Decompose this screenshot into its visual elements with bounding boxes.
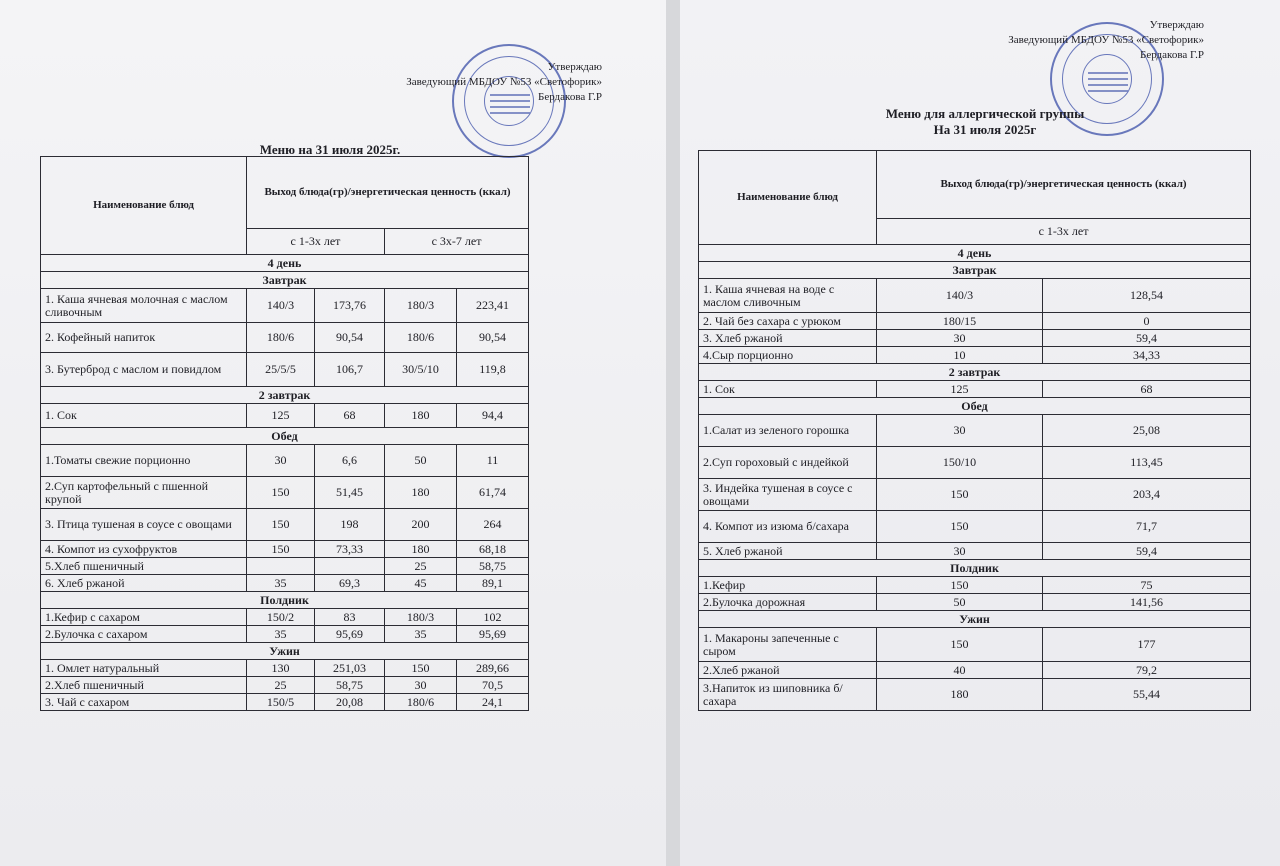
portion-1-3: 150	[877, 628, 1043, 662]
section-row	[41, 428, 529, 445]
table-row	[41, 677, 529, 694]
kcal-3-7: 70,5	[457, 677, 529, 694]
portion-1-3: 150/5	[247, 694, 315, 711]
portion-1-3: 150	[247, 509, 315, 541]
dish-name: 2.Суп картофельный с пшенной крупой	[41, 477, 247, 509]
kcal-1-3: 68	[315, 404, 385, 428]
dish-name: 4.Сыр порционно	[699, 347, 877, 364]
dish-name: 1.Кефир	[699, 577, 877, 594]
column-header-age-1-3: с 1-3х лет	[877, 219, 1251, 245]
kcal-1-3: 55,44	[1043, 679, 1251, 711]
portion-1-3: 150	[247, 477, 315, 509]
kcal-1-3: 177	[1043, 628, 1251, 662]
kcal-1-3: 251,03	[315, 660, 385, 677]
table-row	[699, 313, 1251, 330]
day-label: 4 день	[699, 245, 1251, 262]
section-title: Ужин	[41, 643, 529, 660]
kcal-1-3: 83	[315, 609, 385, 626]
kcal-3-7: 90,54	[457, 323, 529, 353]
section-title: Обед	[41, 428, 529, 445]
page-title: Меню на 31 июля 2025г.	[259, 142, 401, 157]
table-row	[699, 447, 1251, 479]
kcal-3-7: 289,66	[457, 660, 529, 677]
kcal-1-3: 68	[1043, 381, 1251, 398]
table-row	[699, 511, 1251, 543]
table-row	[699, 479, 1251, 511]
kcal-3-7: 102	[457, 609, 529, 626]
kcal-1-3: 113,45	[1043, 447, 1251, 479]
kcal-1-3: 128,54	[1043, 279, 1251, 313]
kcal-1-3: 51,45	[315, 477, 385, 509]
section-row	[699, 560, 1251, 577]
portion-1-3: 140/3	[877, 279, 1043, 313]
dish-name: 4. Компот из изюма б/сахара	[699, 511, 877, 543]
table-row	[41, 289, 529, 323]
kcal-3-7: 223,41	[457, 289, 529, 323]
section-title: Завтрак	[699, 262, 1251, 279]
portion-1-3: 30	[877, 543, 1043, 560]
table-row	[699, 347, 1251, 364]
approval-line-1: Утверждаю	[1149, 19, 1204, 31]
portion-3-7: 200	[385, 509, 457, 541]
kcal-3-7: 61,74	[457, 477, 529, 509]
dish-name: 2.Булочка с сахаром	[41, 626, 247, 643]
portion-1-3: 180/15	[877, 313, 1043, 330]
kcal-1-3: 20,08	[315, 694, 385, 711]
kcal-1-3: 203,4	[1043, 479, 1251, 511]
kcal-3-7: 264	[457, 509, 529, 541]
column-header-output: Выход блюда(гр)/энергетическая ценность (ккал)	[877, 151, 1251, 219]
dish-name: 3. Хлеб ржаной	[699, 330, 877, 347]
portion-3-7: 45	[385, 575, 457, 592]
section-title: 2 завтрак	[41, 387, 529, 404]
table-row	[699, 415, 1251, 447]
dish-name: 1. Макароны запеченные с сыром	[699, 628, 877, 662]
section-title: Полдник	[41, 592, 529, 609]
portion-1-3: 130	[247, 660, 315, 677]
kcal-3-7: 95,69	[457, 626, 529, 643]
table-row	[41, 575, 529, 592]
menu-table-allergy	[698, 150, 1251, 711]
portion-3-7: 35	[385, 626, 457, 643]
section-title: Ужин	[699, 611, 1251, 628]
table-header-row	[41, 157, 529, 229]
kcal-3-7: 94,4	[457, 404, 529, 428]
portion-1-3	[247, 558, 315, 575]
page-title-line-1: Меню для аллергической группы	[885, 106, 1085, 121]
dish-name: 1. Сок	[699, 381, 877, 398]
section-title: Обед	[699, 398, 1251, 415]
portion-1-3: 150	[247, 541, 315, 558]
portion-1-3: 150/2	[247, 609, 315, 626]
dish-name: 5. Хлеб ржаной	[699, 543, 877, 560]
portion-1-3: 10	[877, 347, 1043, 364]
table-row	[699, 662, 1251, 679]
table-row	[41, 323, 529, 353]
table-row	[41, 694, 529, 711]
table-header-row	[699, 151, 1251, 219]
section-title: Завтрак	[41, 272, 529, 289]
kcal-3-7: 89,1	[457, 575, 529, 592]
dish-name: 3. Бутерброд с маслом и повидлом	[41, 353, 247, 387]
dish-name: 2.Хлеб пшеничный	[41, 677, 247, 694]
portion-3-7: 180	[385, 404, 457, 428]
section-row	[41, 387, 529, 404]
portion-1-3: 30	[877, 330, 1043, 347]
section-title: Полдник	[699, 560, 1251, 577]
table-row	[699, 679, 1251, 711]
dish-name: 6. Хлеб ржаной	[41, 575, 247, 592]
dish-name: 5.Хлеб пшеничный	[41, 558, 247, 575]
kcal-1-3: 141,56	[1043, 594, 1251, 611]
portion-1-3: 40	[877, 662, 1043, 679]
kcal-1-3: 34,33	[1043, 347, 1251, 364]
dish-name: 1. Каша ячневая на воде с маслом сливочным	[699, 279, 877, 313]
dish-name: 1.Салат из зеленого горошка	[699, 415, 877, 447]
portion-1-3: 125	[877, 381, 1043, 398]
portion-3-7: 150	[385, 660, 457, 677]
approval-line-3: Бердакова Г.Р	[1140, 49, 1204, 61]
table-row	[41, 558, 529, 575]
dish-name: 2. Чай без сахара с урюком	[699, 313, 877, 330]
kcal-1-3: 71,7	[1043, 511, 1251, 543]
portion-3-7: 180	[385, 541, 457, 558]
portion-1-3: 30	[877, 415, 1043, 447]
kcal-1-3: 90,54	[315, 323, 385, 353]
table-row	[699, 330, 1251, 347]
kcal-1-3: 95,69	[315, 626, 385, 643]
portion-1-3: 180	[877, 679, 1043, 711]
kcal-1-3: 106,7	[315, 353, 385, 387]
portion-1-3: 25	[247, 677, 315, 694]
dish-name: 4. Компот из сухофруктов	[41, 541, 247, 558]
dish-name: 2.Булочка дорожная	[699, 594, 877, 611]
dish-name: 2.Хлеб ржаной	[699, 662, 877, 679]
kcal-3-7: 119,8	[457, 353, 529, 387]
table-row	[41, 404, 529, 428]
table-row	[41, 509, 529, 541]
column-header-dish: Наименование блюд	[41, 157, 247, 255]
portion-3-7: 180/6	[385, 323, 457, 353]
portion-3-7: 50	[385, 445, 457, 477]
kcal-1-3: 79,2	[1043, 662, 1251, 679]
kcal-3-7: 58,75	[457, 558, 529, 575]
section-row	[699, 364, 1251, 381]
column-header-dish: Наименование блюд	[699, 151, 877, 245]
section-row	[699, 611, 1251, 628]
approval-line-2: Заведующий МБДОУ №53 «Светофорик»	[406, 76, 602, 88]
table-row	[699, 577, 1251, 594]
table-row	[699, 543, 1251, 560]
kcal-3-7: 24,1	[457, 694, 529, 711]
portion-1-3: 150/10	[877, 447, 1043, 479]
portion-3-7: 30/5/10	[385, 353, 457, 387]
table-row	[41, 445, 529, 477]
kcal-1-3: 59,4	[1043, 543, 1251, 560]
table-row	[41, 353, 529, 387]
dish-name: 2.Суп гороховый с индейкой	[699, 447, 877, 479]
approval-block	[1008, 18, 1204, 63]
table-row	[41, 626, 529, 643]
menu-table	[40, 156, 529, 711]
dish-name: 3. Индейка тушеная в соусе с овощами	[699, 479, 877, 511]
section-row	[41, 643, 529, 660]
dish-name: 1. Омлет натуральный	[41, 660, 247, 677]
dish-name: 2. Кофейный напиток	[41, 323, 247, 353]
column-header-output: Выход блюда(гр)/энергетическая ценность (ккал)	[247, 157, 529, 229]
kcal-1-3: 6,6	[315, 445, 385, 477]
section-row	[41, 592, 529, 609]
portion-1-3: 180/6	[247, 323, 315, 353]
day-label: 4 день	[41, 255, 529, 272]
table-row	[699, 381, 1251, 398]
portion-3-7: 180/6	[385, 694, 457, 711]
section-row	[41, 272, 529, 289]
approval-line-2: Заведующий МБДОУ №53 «Светофорик»	[1008, 34, 1204, 46]
portion-3-7: 180/3	[385, 609, 457, 626]
kcal-1-3: 25,08	[1043, 415, 1251, 447]
dish-name: 3. Птица тушеная в соусе с овощами	[41, 509, 247, 541]
section-title: 2 завтрак	[699, 364, 1251, 381]
kcal-1-3: 198	[315, 509, 385, 541]
portion-1-3: 125	[247, 404, 315, 428]
portion-1-3: 25/5/5	[247, 353, 315, 387]
day-row	[41, 255, 529, 272]
kcal-1-3: 173,76	[315, 289, 385, 323]
dish-name: 3.Напиток из шиповника б/сахара	[699, 679, 877, 711]
right-document-page	[680, 0, 1280, 866]
approval-line-1: Утверждаю	[547, 61, 602, 73]
approval-block	[406, 60, 602, 105]
kcal-1-3: 69,3	[315, 575, 385, 592]
page-title-line-2: На 31 июля 2025г	[933, 122, 1037, 137]
kcal-1-3: 0	[1043, 313, 1251, 330]
dish-name: 1. Каша ячневая молочная с маслом сливочным	[41, 289, 247, 323]
column-header-age-1-3: с 1-3х лет	[247, 229, 385, 255]
table-row	[41, 660, 529, 677]
kcal-1-3: 73,33	[315, 541, 385, 558]
section-row	[699, 262, 1251, 279]
portion-3-7: 180	[385, 477, 457, 509]
kcal-1-3: 75	[1043, 577, 1251, 594]
portion-1-3: 150	[877, 479, 1043, 511]
portion-3-7: 25	[385, 558, 457, 575]
dish-name: 1.Томаты свежие порционно	[41, 445, 247, 477]
portion-3-7: 30	[385, 677, 457, 694]
portion-1-3: 150	[877, 577, 1043, 594]
kcal-3-7: 11	[457, 445, 529, 477]
section-row	[699, 398, 1251, 415]
portion-1-3: 30	[247, 445, 315, 477]
portion-1-3: 35	[247, 575, 315, 592]
table-row	[699, 594, 1251, 611]
kcal-1-3: 58,75	[315, 677, 385, 694]
portion-1-3: 150	[877, 511, 1043, 543]
table-row	[41, 477, 529, 509]
day-row	[699, 245, 1251, 262]
column-header-age-3-7: с 3х-7 лет	[385, 229, 529, 255]
table-row	[41, 541, 529, 558]
kcal-3-7: 68,18	[457, 541, 529, 558]
portion-1-3: 35	[247, 626, 315, 643]
approval-line-3: Бердакова Г.Р	[538, 91, 602, 103]
dish-name: 1.Кефир с сахаром	[41, 609, 247, 626]
portion-3-7: 180/3	[385, 289, 457, 323]
portion-1-3: 140/3	[247, 289, 315, 323]
portion-1-3: 50	[877, 594, 1043, 611]
dish-name: 3. Чай с сахаром	[41, 694, 247, 711]
table-row	[699, 628, 1251, 662]
dish-name: 1. Сок	[41, 404, 247, 428]
table-row	[699, 279, 1251, 313]
kcal-1-3	[315, 558, 385, 575]
table-row	[41, 609, 529, 626]
page-title	[830, 106, 1140, 138]
kcal-1-3: 59,4	[1043, 330, 1251, 347]
